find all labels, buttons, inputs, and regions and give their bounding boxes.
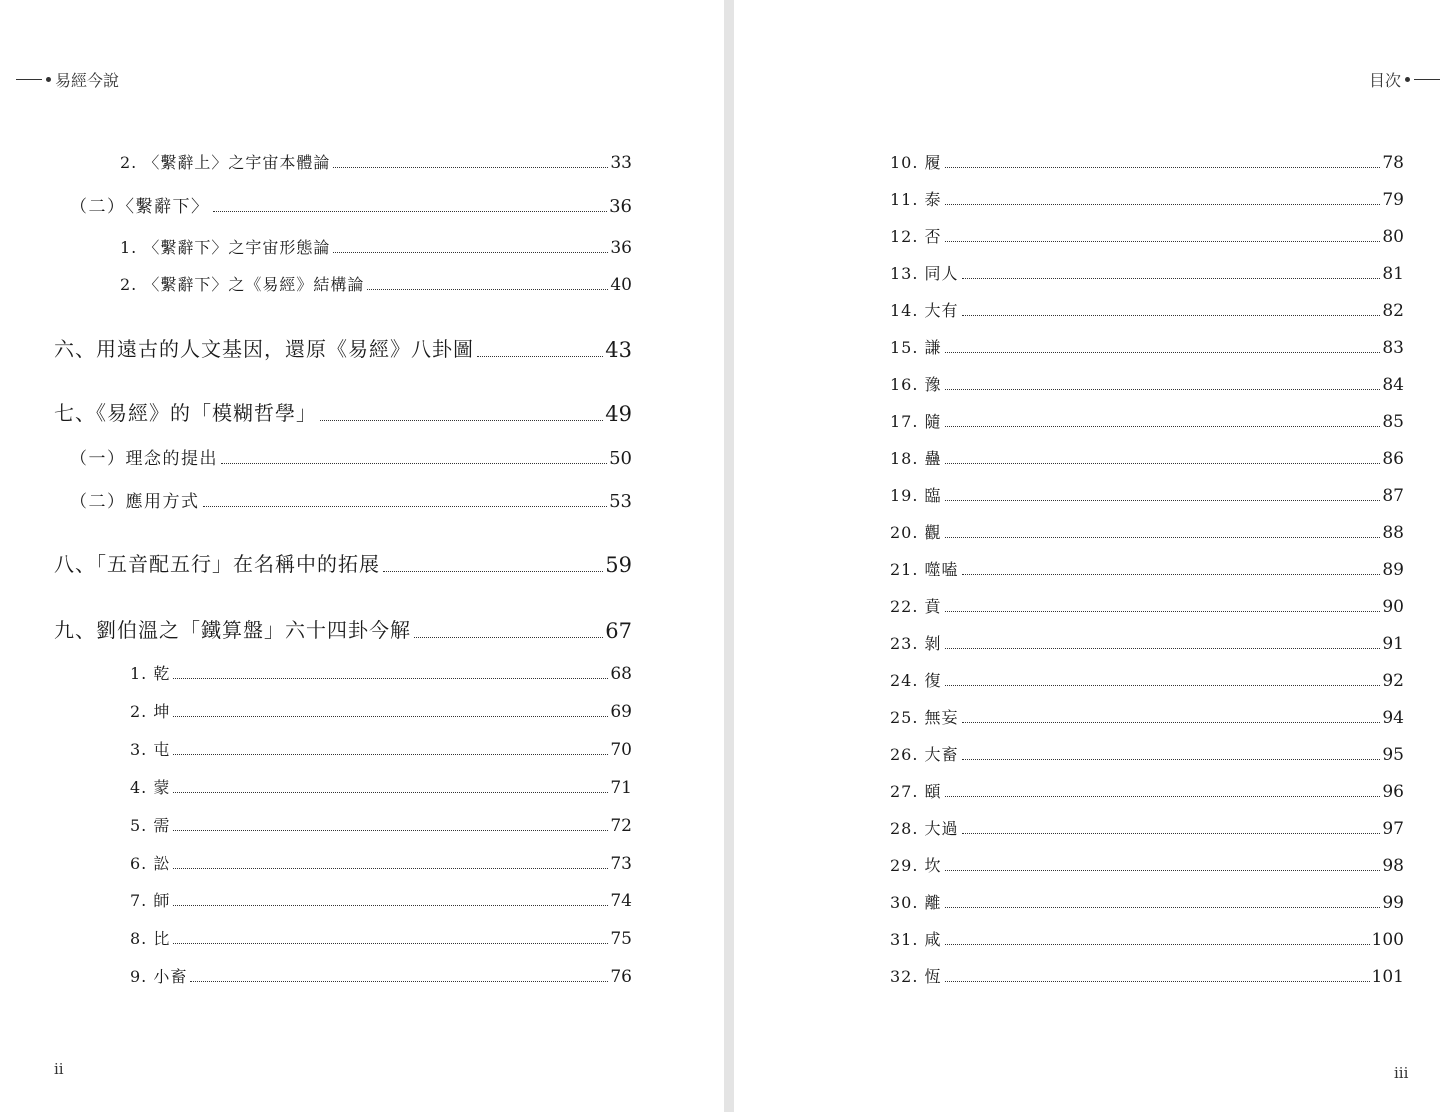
toc-entry-page: 75 [610,929,632,949]
toc-entry-page: 81 [1382,264,1404,284]
running-head-title: 目次 [1368,71,1401,90]
dot-leader [945,981,1370,982]
toc-entry-label: 3. 屯 [130,740,171,759]
toc-entry-page: 100 [1371,930,1404,950]
dot-leader [203,506,608,507]
toc-entry [130,661,632,684]
toc-entry-page: 69 [610,702,632,722]
toc-entry-page: 79 [1382,190,1404,210]
dot-leader [383,571,603,572]
toc-entry-label: 31. 咸 [890,930,942,949]
running-head-right [1369,68,1440,91]
toc-entry-page: 86 [1382,449,1404,469]
rule-line [1414,79,1440,80]
dot-leader [945,500,1381,501]
toc-entry-label: 20. 觀 [890,523,942,542]
bullet-dot-icon [1405,77,1410,82]
toc-entry-label: 10. 履 [890,153,942,172]
dot-leader [173,905,608,906]
toc-entry [120,272,632,295]
dot-leader [945,463,1381,464]
toc-entry [130,888,632,911]
toc-entry-label: 1. 〈繫辭下〉之宇宙形態論 [120,238,331,257]
dot-leader [945,389,1381,390]
toc-entry-label: 4. 蒙 [130,778,171,797]
toc-entry-page: 71 [610,778,632,798]
dot-leader [173,754,608,755]
toc-entry-page: 98 [1382,856,1404,876]
toc-entry-label: 7. 師 [130,891,171,910]
toc-entry-label: 2. 〈繫辭下〉之《易經》結構論 [120,275,365,294]
toc-entry [130,699,632,722]
right-page [734,0,1440,1112]
dot-leader [477,356,603,357]
toc-entry-page: 95 [1382,745,1404,765]
toc-entry-page: 97 [1382,819,1404,839]
toc-entry [120,150,632,173]
toc-entry-page: 82 [1382,301,1404,321]
toc-entry-label: （二）〈繫辭下〉 [70,197,210,217]
dot-leader [173,792,608,793]
dot-leader [945,167,1381,168]
toc-entry-page: 49 [605,402,632,426]
dot-leader [945,796,1381,797]
toc-entry-label: （一）理念的提出 [70,449,218,469]
toc-entry-label: 23. 剝 [890,634,942,653]
toc-entry [890,705,1404,728]
page-number-right: iii [1394,1064,1409,1082]
dot-leader [320,420,603,421]
toc-entry-page: 87 [1382,486,1404,506]
toc-entry [890,150,1404,173]
toc-entry [890,261,1404,284]
toc-entry [130,964,632,987]
toc-entry [890,742,1404,765]
toc-entry-page: 85 [1382,412,1404,432]
toc-entry-page: 80 [1382,227,1404,247]
toc-entry [890,631,1404,654]
toc-entry-label: 八、「五音配五行」在名稱中的拓展 [54,552,380,576]
toc-entry [890,927,1404,950]
toc-entry [890,187,1404,210]
toc-entry-page: 101 [1371,967,1404,987]
dot-leader [190,981,608,982]
toc-entry-label: 24. 復 [890,671,942,690]
dot-leader [213,211,608,212]
toc-entry-page: 40 [610,275,632,295]
toc-entry [890,520,1404,543]
dot-leader [221,463,607,464]
toc-entry-label: 30. 離 [890,893,942,912]
toc-entry [890,853,1404,876]
dot-leader [962,833,1381,834]
toc-entry-label: 2. 坤 [130,702,171,721]
toc-entry [130,737,632,760]
dot-leader [173,830,608,831]
toc-entry-label: 12. 否 [890,227,942,246]
toc-entry [890,964,1404,987]
dot-leader [173,868,608,869]
toc-entry-label: 5. 需 [130,816,171,835]
toc-entry-label: 六、用遠古的人文基因，還原《易經》八卦圖 [54,337,474,361]
toc-entry-label: 七、《易經》的「模糊哲學」 [54,401,317,425]
toc-entry [890,409,1404,432]
dot-leader [945,685,1381,686]
toc-entry-label: 26. 大畜 [890,745,959,764]
book-gutter [724,0,734,1112]
toc-entry-page: 36 [610,238,632,258]
toc-entry [890,372,1404,395]
toc-entry-label: 21. 噬嗑 [890,560,959,579]
toc-entry [890,335,1404,358]
toc-entry-page: 83 [1382,338,1404,358]
toc-chapter-entry [54,397,632,426]
toc-entry-page: 88 [1382,523,1404,543]
dot-leader [945,907,1381,908]
toc-entry-label: 29. 坎 [890,856,942,875]
toc-entry [130,813,632,836]
toc-entry [70,444,632,469]
page-number-left: ii [54,1060,64,1078]
dot-leader [414,637,603,638]
dot-leader [173,716,608,717]
dot-leader [962,722,1381,723]
toc-entry-label: 8. 比 [130,929,171,948]
dot-leader [333,167,608,168]
toc-entry [890,890,1404,913]
running-head-left [16,68,119,91]
toc-entry-label: 32. 恆 [890,967,942,986]
toc-entry-page: 72 [610,816,632,836]
toc-entry-page: 68 [610,664,632,684]
toc-entry-page: 96 [1382,782,1404,802]
toc-entry-page: 33 [610,153,632,173]
toc-entry [890,816,1404,839]
dot-leader [945,204,1381,205]
dot-leader [945,611,1381,612]
toc-entry [890,298,1404,321]
toc-entry-page: 78 [1382,153,1404,173]
toc-entry-label: 27. 頤 [890,782,942,801]
toc-entry-page: 50 [609,448,632,469]
toc-entry-page: 90 [1382,597,1404,617]
bullet-dot-icon [46,77,51,82]
toc-entry-page: 91 [1382,634,1404,654]
dot-leader [945,352,1381,353]
toc-entry [890,594,1404,617]
toc-entry-page: 84 [1382,375,1404,395]
dot-leader [173,678,608,679]
toc-entry [890,446,1404,469]
toc-entry [70,487,632,512]
toc-entry [130,775,632,798]
toc-entry [70,192,632,217]
toc-entry-label: 13. 同人 [890,264,959,283]
toc-entry [120,235,632,258]
toc-entry [890,483,1404,506]
toc-entry-page: 73 [610,854,632,874]
toc-entry-page: 43 [605,338,632,362]
toc-entry-label: 2. 〈繫辭上〉之宇宙本體論 [120,153,331,172]
toc-entry-page: 92 [1382,671,1404,691]
toc-chapter-entry [54,548,632,577]
toc-entry [130,851,632,874]
toc-entry-page: 74 [610,891,632,911]
toc-chapter-entry [54,614,632,643]
dot-leader [173,943,608,944]
toc-entry-page: 76 [610,967,632,987]
dot-leader [945,648,1381,649]
dot-leader [945,944,1370,945]
toc-entry [890,668,1404,691]
dot-leader [962,759,1381,760]
toc-chapter-entry [54,333,632,362]
running-head-title: 易經今說 [55,71,120,90]
toc-entry-page: 59 [605,553,632,577]
toc-entry-label: 22. 賁 [890,597,942,616]
toc-entry-label: 19. 臨 [890,486,942,505]
toc-entry-page: 70 [610,740,632,760]
dot-leader [945,537,1381,538]
toc-entry-page: 36 [609,196,632,217]
toc-entry-label: 14. 大有 [890,301,959,320]
toc-entry-label: 18. 蠱 [890,449,942,468]
dot-leader [945,870,1381,871]
toc-entry-label: 17. 隨 [890,412,942,431]
toc-entry-label: 25. 無妄 [890,708,959,727]
dot-leader [962,574,1381,575]
toc-entry-label: 11. 泰 [890,190,942,209]
toc-entry [890,779,1404,802]
dot-leader [945,426,1381,427]
dot-leader [962,278,1381,279]
toc-entry-page: 89 [1382,560,1404,580]
dot-leader [962,315,1381,316]
dot-leader [333,252,608,253]
toc-entry-label: 16. 豫 [890,375,942,394]
toc-entry-label: 1. 乾 [130,664,171,683]
toc-entry-page: 94 [1382,708,1404,728]
rule-line [16,79,42,80]
toc-entry [130,926,632,949]
toc-entry [890,224,1404,247]
toc-entry-page: 67 [605,619,632,643]
toc-entry [890,557,1404,580]
dot-leader [367,289,608,290]
toc-entry-label: （二）應用方式 [70,492,200,512]
toc-entry-label: 九、劉伯溫之「鐵算盤」六十四卦今解 [54,618,411,642]
toc-entry-label: 15. 謙 [890,338,942,357]
toc-entry-page: 99 [1382,893,1404,913]
toc-entry-label: 6. 訟 [130,854,171,873]
toc-entry-label: 9. 小畜 [130,967,188,986]
toc-entry-page: 53 [609,491,632,512]
toc-entry-label: 28. 大過 [890,819,959,838]
dot-leader [945,241,1381,242]
